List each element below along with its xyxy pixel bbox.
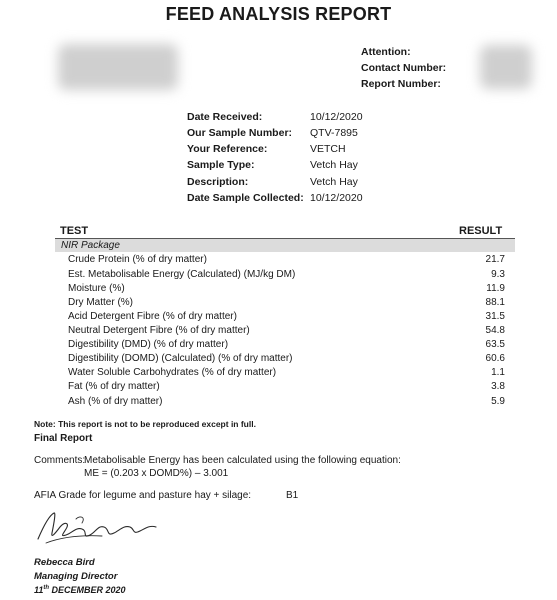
package-row-background — [55, 239, 515, 252]
date-collected-label: Date Sample Collected: — [187, 192, 304, 204]
sample-number-value: QTV-7895 — [310, 127, 358, 139]
table-row-value: 1.1 — [491, 367, 505, 378]
sample-type-label: Sample Type: — [187, 159, 255, 171]
result-column-header: RESULT — [459, 225, 503, 237]
date-received-value: 10/12/2020 — [310, 111, 363, 123]
table-row: Fat (% of dry matter) — [68, 381, 160, 392]
table-row-value: 9.3 — [491, 269, 505, 280]
table-row-value: 60.6 — [485, 353, 505, 364]
reference-label: Your Reference: — [187, 143, 268, 155]
sample-number-label: Our Sample Number: — [187, 127, 293, 139]
date-rest: DECEMBER 2020 — [49, 585, 126, 595]
table-row: Digestibility (DMD) (% of dry matter) — [68, 339, 229, 350]
description-value: Vetch Hay — [310, 176, 358, 188]
comments-label: Comments: — [34, 455, 86, 466]
table-row-value: 3.8 — [491, 381, 505, 392]
reference-value: VETCH — [310, 143, 346, 155]
table-row: Acid Detergent Fibre (% of dry matter) — [68, 311, 237, 322]
table-row: Dry Matter (%) — [68, 297, 133, 308]
table-row: Crude Protein (% of dry matter) — [68, 254, 207, 265]
attention-label: Attention: — [361, 46, 411, 58]
table-row-value: 63.5 — [485, 339, 505, 350]
table-row-value: 21.7 — [485, 254, 505, 265]
signatory-title: Managing Director — [34, 571, 118, 582]
reproduction-note: Note: This report is not to be reproduced except in full. — [34, 419, 256, 429]
table-row-value: 11.9 — [486, 283, 505, 294]
report-number-label: Report Number: — [361, 78, 441, 90]
table-row-value: 54.8 — [485, 325, 505, 336]
table-row-value: 88.1 — [485, 297, 505, 308]
description-label: Description: — [187, 176, 249, 188]
contact-number-label: Contact Number: — [361, 62, 447, 74]
table-row: Water Soluble Carbohydrates (% of dry matter) — [68, 367, 277, 378]
table-row: Moisture (%) — [68, 283, 125, 294]
table-row-value: 31.5 — [485, 311, 505, 322]
me-equation: ME = (0.203 x DOMD%) – 3.001 — [84, 468, 229, 479]
signature-image — [32, 505, 162, 550]
test-column-header: TEST — [60, 225, 89, 237]
date-collected-value: 10/12/2020 — [310, 192, 363, 204]
report-title: FEED ANALYSIS REPORT — [165, 4, 392, 24]
table-row-value: 5.9 — [491, 396, 505, 407]
signatory-name: Rebecca Bird — [34, 557, 95, 568]
date-received-label: Date Received: — [187, 111, 263, 123]
table-row: Est. Metabolisable Energy (Calculated) (MJ/kg DM) — [68, 269, 296, 280]
redacted-address-block — [58, 44, 178, 90]
table-row: Digestibility (DOMD) (Calculated) (% of dry matter) — [68, 353, 293, 364]
date-day: 11 — [34, 585, 44, 595]
sample-type-value: Vetch Hay — [310, 159, 358, 171]
comments-text: Metabolisable Energy has been calculated using the following equation: — [84, 455, 401, 466]
afia-grade-value: B1 — [286, 490, 299, 501]
redacted-contact-block — [480, 45, 532, 89]
date-suffix: th — [43, 585, 50, 591]
signature-date — [34, 585, 126, 595]
afia-grade-label: AFIA Grade for legume and pasture hay + silage: — [34, 490, 252, 501]
package-name: NIR Package — [61, 240, 120, 251]
table-row: Neutral Detergent Fibre (% of dry matter) — [68, 325, 250, 336]
table-row: Ash (% of dry matter) — [68, 396, 163, 407]
final-report-label: Final Report — [34, 433, 93, 444]
